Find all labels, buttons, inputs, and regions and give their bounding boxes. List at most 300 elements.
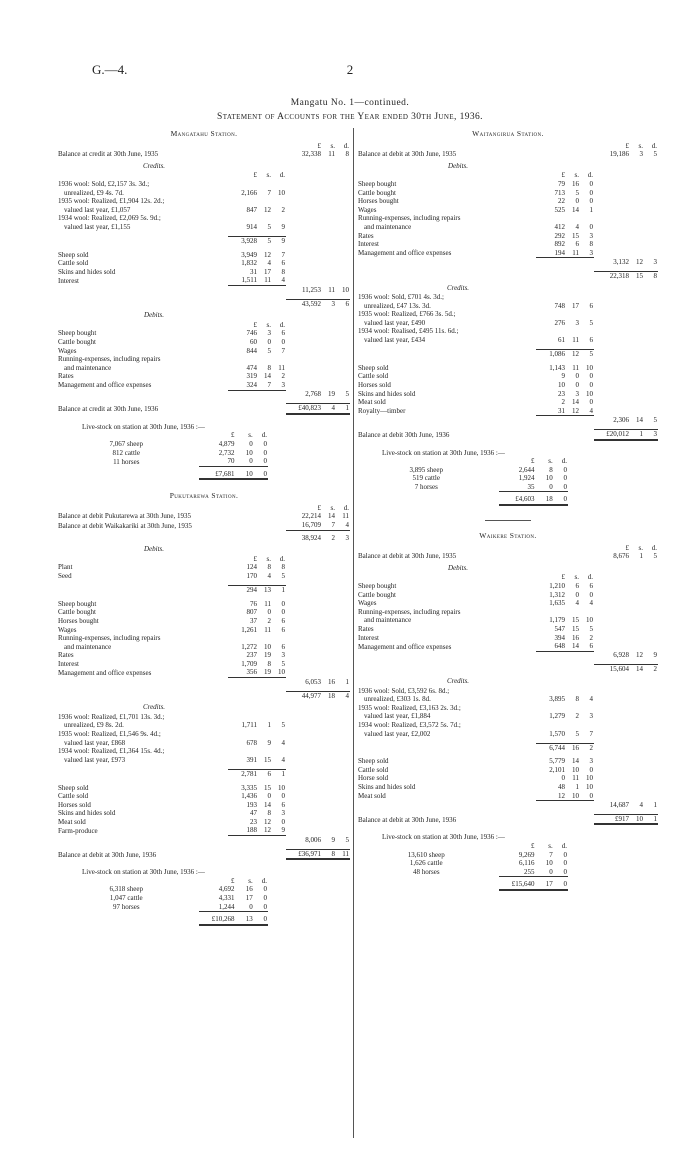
amount-shillings: [258, 678, 272, 687]
amount-shillings: [630, 249, 644, 258]
amount-pounds: [286, 818, 322, 827]
amount-pounds: £20,012: [594, 429, 630, 439]
amount-shillings: 12: [264, 205, 271, 214]
amount-pounds: [594, 180, 630, 189]
amount-pence: 7: [281, 250, 285, 259]
amount-pence: [644, 206, 658, 215]
amount-pence: 4: [589, 695, 593, 704]
amount-shillings: [566, 651, 580, 660]
amount-pence: [336, 572, 350, 581]
amount-pence: [644, 293, 658, 302]
currency-symbol: £: [530, 457, 535, 466]
amount-shillings: 19: [264, 668, 271, 677]
amount-pence: 4: [345, 521, 349, 530]
amount-pence: [580, 293, 594, 302]
livestock-total: 10: [235, 466, 253, 479]
amount-pence: [644, 634, 658, 643]
amount-pounds: [594, 381, 630, 390]
spacer-cell: [475, 457, 499, 466]
row-label: [358, 651, 536, 660]
ledger-row: [358, 704, 658, 713]
livestock-amount: 9,269: [518, 850, 535, 859]
amount-pounds: [286, 626, 322, 635]
amount-pounds: [536, 293, 566, 302]
amount-shillings: 0: [575, 380, 579, 389]
leader-dots: [475, 474, 499, 483]
amount-shillings: 10: [572, 791, 579, 800]
row-label: Horse sold: [358, 774, 389, 783]
amount-shillings: [630, 766, 644, 775]
amount-shillings: 0: [575, 590, 579, 599]
amount-pence: [272, 150, 286, 159]
amount-pounds: 3,335: [241, 783, 257, 792]
amount-pounds: [286, 364, 322, 373]
amount-pence: [336, 237, 350, 246]
ledger-row: [58, 634, 350, 643]
amount-shillings: [566, 416, 580, 425]
amount-shillings: [630, 582, 644, 591]
currency-symbol: [322, 171, 336, 180]
amount-pounds: 5,779: [549, 757, 565, 766]
ledger-row: [58, 338, 350, 347]
amount-pence: 6: [281, 642, 285, 651]
ledger-row: [58, 784, 350, 793]
amount-shillings: [630, 642, 644, 651]
amount-pence: [336, 826, 350, 835]
amount-shillings: 10: [572, 765, 579, 774]
currency-symbol: [272, 504, 286, 513]
amount-pence: 11: [278, 363, 285, 372]
amount-pounds: 276: [554, 318, 565, 327]
currency-symbol: £: [625, 141, 629, 150]
amount-shillings: [258, 521, 272, 530]
amount-shillings: [566, 429, 580, 439]
livestock-total: 0: [554, 877, 568, 890]
spacer-cell: [378, 842, 475, 851]
ledger-row: [358, 206, 658, 215]
amount-shillings: [630, 398, 644, 407]
amount-shillings: 14: [630, 665, 644, 674]
row-label: [358, 142, 536, 151]
livestock-table: [378, 457, 568, 506]
amount-pounds: 22,318: [594, 271, 630, 280]
ledger-row: [358, 792, 658, 801]
currency-symbol: d.: [561, 457, 567, 466]
row-label: [58, 237, 228, 246]
amount-pence: 3: [653, 257, 657, 266]
amount-pounds: [594, 792, 630, 801]
amount-pounds: [594, 616, 630, 625]
amount-shillings: 13: [258, 586, 272, 595]
amount-shillings: 5: [267, 346, 271, 355]
amount-pence: [272, 355, 286, 364]
amount-shillings: 1: [575, 783, 579, 791]
amount-shillings: [566, 293, 580, 302]
currency-symbol: s.: [248, 431, 253, 440]
currency-symbol: [644, 171, 658, 180]
amount-shillings: 4: [267, 259, 271, 268]
amount-pence: [336, 372, 350, 381]
amount-pence: [644, 687, 658, 696]
amount-pounds: £36,971: [286, 849, 322, 859]
amount-pence: 10: [586, 363, 593, 372]
row-label: Horses bought: [358, 197, 399, 206]
amount-pounds: 61: [558, 336, 565, 345]
amount-pence: 10: [278, 783, 285, 792]
leader-dots: [175, 894, 199, 903]
ledger-row: [358, 197, 658, 206]
amount-shillings: [322, 801, 336, 810]
amount-shillings: [630, 783, 644, 792]
amount-pounds: 356: [246, 668, 257, 677]
amount-pence: 6: [281, 800, 285, 809]
amount-pence: [644, 757, 658, 766]
currency-symbol: d.: [279, 171, 285, 180]
amount-shillings: 11: [572, 363, 579, 372]
amount-pounds: 16,709: [301, 521, 321, 530]
amount-shillings: [566, 310, 580, 319]
row-label: and maintenance: [64, 642, 112, 651]
spacer-row: [358, 440, 658, 445]
amount-shillings: [566, 327, 580, 336]
livestock-amount: 1,244: [218, 902, 235, 911]
ledger-row: [358, 687, 658, 696]
row-label: Running-expenses, including repairs: [58, 634, 161, 643]
amount-pounds: [286, 721, 322, 730]
amount-pence: 2: [281, 372, 285, 381]
amount-pounds: [228, 390, 258, 399]
amount-shillings: 1: [267, 721, 271, 730]
row-label: [358, 801, 536, 810]
amount-shillings: [322, 223, 336, 232]
page-subtitle: Statement of Accounts for the Year ended 30th June, 1936.: [217, 112, 483, 122]
ledger-row: [58, 372, 350, 381]
amount-pence: [644, 712, 658, 721]
amount-shillings: 3: [575, 389, 579, 398]
amount-pounds: [286, 668, 322, 677]
amount-pounds: 6,928: [613, 651, 629, 660]
amount-pounds: [594, 350, 630, 359]
spacer-cell: [358, 824, 658, 829]
row-label: [58, 390, 228, 399]
amount-pence: [644, 625, 658, 634]
amount-pounds: 3,949: [241, 250, 257, 259]
row-label: Rates: [58, 372, 74, 381]
section-subheading: Credits.: [446, 676, 470, 685]
amount-shillings: 16: [572, 633, 579, 642]
ledger-row: [58, 668, 350, 677]
currency-header: [78, 877, 268, 886]
amount-pence: 10: [586, 774, 593, 783]
row-label: Rates: [358, 625, 374, 633]
amount-pounds: 8,676: [613, 552, 629, 561]
amount-pence: 6: [589, 582, 593, 591]
spacer-cell: [58, 859, 350, 864]
amount-pounds: [536, 258, 566, 267]
ledger-row: [358, 214, 658, 223]
amount-shillings: [630, 792, 644, 801]
amount-shillings: [258, 747, 272, 756]
amount-pounds: [594, 642, 630, 651]
amount-shillings: 11: [264, 599, 271, 608]
livestock-total: 13: [235, 912, 253, 925]
amount-shillings: [322, 739, 336, 748]
amount-pence: [644, 319, 658, 328]
amount-pounds: 2,768: [305, 390, 321, 399]
livestock-amount: 2,732: [218, 448, 235, 457]
livestock-label: 7,067 sheep: [109, 439, 143, 448]
amount-pence: [644, 364, 658, 373]
currency-symbol: [580, 142, 594, 151]
amount-shillings: 12: [572, 406, 579, 415]
livestock-row: [378, 859, 568, 868]
closing-balance-row: [58, 849, 350, 859]
row-label: Cattle sold: [358, 765, 389, 774]
amount-shillings: 11: [572, 774, 579, 783]
amount-pounds: 76: [250, 599, 257, 608]
amount-shillings: 0: [267, 608, 271, 617]
amount-pence: [580, 651, 594, 660]
debits-table: [58, 555, 350, 700]
amount-shillings: 19: [264, 651, 271, 660]
ledger-row: [358, 381, 658, 390]
credits-table: [58, 713, 350, 864]
amount-pounds: [594, 372, 630, 381]
amount-pence: [644, 774, 658, 783]
ledger-row: [58, 818, 350, 827]
amount-shillings: [322, 713, 336, 722]
amount-pounds: 188: [246, 826, 257, 835]
amount-pounds: [286, 223, 322, 232]
amount-pounds: [286, 381, 322, 390]
amount-shillings: [322, 259, 336, 268]
amount-pence: [644, 302, 658, 311]
amount-shillings: [566, 687, 580, 696]
amount-shillings: 4: [267, 572, 271, 581]
row-label: Management and office expenses: [358, 249, 452, 258]
amount-shillings: [322, 660, 336, 669]
opening-balance-row: [58, 521, 350, 530]
amount-pounds: 1,210: [549, 582, 565, 591]
currency-symbol: [580, 544, 594, 553]
ledger-row: [358, 372, 658, 381]
leader-dots: [475, 851, 499, 860]
currency-symbol: d.: [343, 503, 349, 512]
currency-symbol: £: [561, 171, 565, 180]
amount-pounds: [286, 600, 322, 609]
ledger-row: [358, 249, 658, 258]
spacer-cell: [175, 912, 199, 925]
amount-pence: [644, 336, 658, 345]
pukutarewa-station: [58, 492, 350, 926]
amount-pence: [336, 626, 350, 635]
amount-pounds: [536, 801, 566, 810]
amount-pounds: [228, 299, 258, 308]
amount-pence: 8: [589, 240, 593, 249]
section-subheading: Debits.: [143, 311, 165, 320]
amount-pence: [580, 704, 594, 713]
amount-pounds: 474: [246, 363, 257, 372]
amount-pence: [580, 258, 594, 267]
station-title: Waikere Station.: [479, 531, 537, 541]
row-label: Sheep sold: [358, 757, 389, 766]
currency-symbol: s.: [266, 171, 271, 180]
livestock-amount: 2,644: [518, 465, 535, 474]
livestock-label: 1,047 cattle: [109, 894, 143, 903]
row-label: 1935 wool: Realized, £766 3s. 5d.;: [358, 310, 456, 319]
amount-pounds: [228, 512, 258, 521]
livestock-table: [78, 877, 268, 926]
amount-shillings: [258, 691, 272, 700]
amount-pence: 1: [336, 404, 350, 414]
amount-shillings: [322, 381, 336, 390]
row-label: 1936 wool: Realized, £1,701 13s. 3d.;: [58, 712, 165, 721]
currency-header: [378, 842, 568, 851]
row-label: Sheep bought: [358, 582, 397, 591]
amount-pence: [644, 350, 658, 359]
currency-symbol: d.: [561, 841, 567, 850]
amount-shillings: [630, 730, 644, 739]
amount-pounds: [594, 687, 630, 696]
row-label: Balance at debit Pukutarewa at 30th June, 1935: [58, 512, 191, 521]
amount-pounds: 47: [250, 809, 257, 818]
amount-pounds: 6,744: [536, 743, 566, 752]
amount-pence: [580, 327, 594, 336]
livestock-amount: 6,116: [518, 859, 535, 868]
amount-pence: 4: [281, 755, 285, 764]
amount-pounds: 10: [558, 380, 565, 389]
amount-shillings: [566, 608, 580, 617]
livestock-block: [58, 877, 350, 926]
livestock-table: [378, 842, 568, 891]
amount-pounds: [536, 327, 566, 336]
debits-table: [358, 573, 658, 674]
amount-pence: 2: [589, 633, 593, 642]
livestock-amount: 4,331: [218, 894, 235, 903]
amount-shillings: 3: [575, 318, 579, 327]
amount-pence: 6: [281, 329, 285, 338]
row-label: [58, 836, 228, 845]
amount-pounds: 22: [558, 197, 565, 206]
amount-pounds: [286, 214, 322, 223]
row-label: valued last year, £490: [364, 318, 426, 327]
amount-shillings: 4: [575, 222, 579, 231]
ledger-row: [358, 582, 658, 591]
amount-pence: [644, 783, 658, 792]
amount-pence: 0: [589, 380, 593, 389]
amount-shillings: 11: [328, 285, 335, 294]
amount-pence: [644, 591, 658, 600]
row-label: Wages: [58, 346, 77, 355]
ledger-row: [58, 809, 350, 818]
amount-pounds: [286, 792, 322, 801]
livestock-amount: 4,692: [218, 885, 235, 894]
amount-shillings: [630, 407, 644, 416]
livestock-amount: 0: [563, 474, 567, 483]
row-label: [58, 286, 228, 295]
currency-symbol: £: [625, 543, 629, 552]
amount-shillings: [566, 814, 580, 824]
amount-shillings: 3: [267, 329, 271, 338]
amount-pence: 0: [281, 608, 285, 617]
row-label: [358, 171, 536, 180]
amount-pence: 5: [281, 572, 285, 581]
amount-pence: 3: [589, 712, 593, 721]
grand-total-row: [58, 299, 350, 308]
livestock-total: £15,640: [499, 877, 536, 890]
livestock-total: 0: [254, 466, 268, 479]
amount-shillings: [630, 599, 644, 608]
currency-symbol: [630, 171, 644, 180]
amount-shillings: 8: [267, 563, 271, 572]
subtotal-row: [358, 743, 658, 752]
amount-shillings: 4: [575, 599, 579, 608]
amount-shillings: [258, 299, 272, 308]
amount-pence: [644, 214, 658, 223]
amount-shillings: 6: [575, 582, 579, 591]
amount-pounds: [286, 586, 322, 595]
row-label: [58, 504, 228, 513]
amount-shillings: 16: [566, 743, 580, 752]
amount-pence: 11: [342, 512, 349, 521]
amount-shillings: 8: [267, 363, 271, 372]
amount-pounds: [286, 338, 322, 347]
amount-pounds: £40,823: [286, 404, 322, 414]
amount-pounds: 9: [561, 372, 565, 381]
amount-pence: [336, 634, 350, 643]
amount-pence: 9: [653, 651, 657, 660]
amount-pence: 8: [281, 563, 285, 572]
leader-dots: [475, 466, 499, 475]
amount-shillings: [322, 251, 336, 260]
amount-pence: [336, 381, 350, 390]
amount-pounds: [536, 651, 566, 660]
amount-pounds: [286, 784, 322, 793]
amount-pence: [580, 721, 594, 730]
amount-pence: [644, 249, 658, 258]
row-label: Seed: [58, 572, 72, 581]
amount-pounds: 319: [246, 372, 257, 381]
amount-pence: 5: [281, 721, 285, 730]
amount-pounds: 60: [250, 337, 257, 346]
amount-pounds: [286, 643, 322, 652]
ledger-row: [358, 599, 658, 608]
amount-pounds: [286, 660, 322, 669]
row-label: [58, 691, 228, 700]
section-subheading: Credits.: [446, 283, 470, 292]
currency-symbol: s.: [330, 141, 335, 150]
amount-shillings: [630, 350, 644, 359]
livestock-amount: 255: [523, 867, 535, 876]
amount-pounds: [286, 347, 322, 356]
amount-pence: [336, 818, 350, 827]
amount-shillings: [566, 271, 580, 280]
ledger-row: [358, 398, 658, 407]
livestock-total: £4,603: [499, 492, 536, 505]
livestock-amount: 0: [263, 448, 267, 457]
amount-shillings: [322, 634, 336, 643]
amount-pence: 0: [589, 765, 593, 774]
row-label: Balance at debit Waikakariki at 30th June, 1935: [58, 521, 192, 530]
livestock-amount: 7: [549, 850, 553, 859]
amount-shillings: 14: [572, 398, 579, 407]
amount-pounds: 748: [554, 301, 565, 310]
row-label: Farm-produce: [58, 826, 98, 835]
amount-shillings: [630, 197, 644, 206]
livestock-label: 7 horses: [414, 483, 438, 492]
spacer-row: [58, 414, 350, 419]
amount-shillings: 7: [331, 521, 335, 530]
